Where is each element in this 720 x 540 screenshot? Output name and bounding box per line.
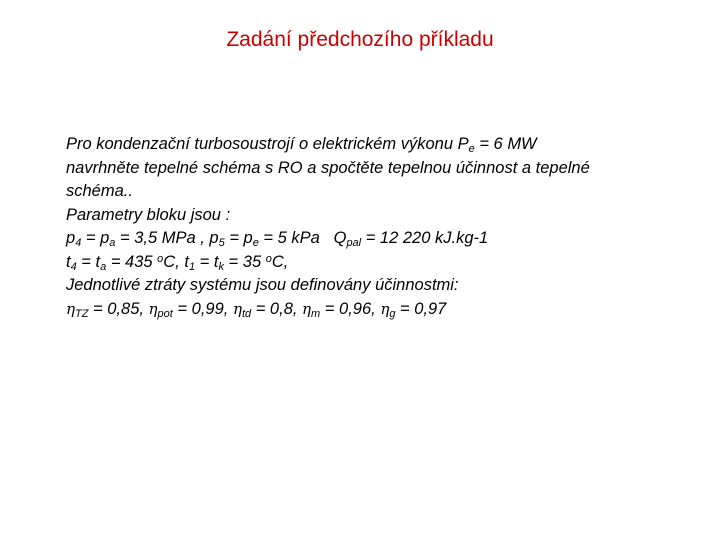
- subscript: a: [109, 237, 116, 249]
- subscript: a: [100, 260, 107, 273]
- text: = p: [81, 229, 110, 247]
- subscript: TZ: [75, 307, 89, 320]
- text: = 0,85,: [88, 299, 149, 318]
- text: C,: [271, 252, 289, 271]
- subscript: pal: [346, 237, 362, 249]
- line-1: [66, 133, 686, 157]
- line-3: schéma..: [66, 182, 133, 200]
- subscript: 5: [218, 237, 225, 249]
- assignment-text: [66, 133, 686, 321]
- subscript: k: [218, 260, 224, 273]
- eta-symbol: η: [232, 299, 242, 318]
- line-4: Parametry bloku jsou :: [66, 205, 231, 224]
- text: C, t: [163, 252, 189, 271]
- degree-superscript: o: [265, 252, 272, 265]
- subscript: 4: [75, 237, 82, 249]
- line-2: navrhněte tepelné schéma s RO a spočtěte tepelnou účinnost a tepelné: [66, 158, 590, 177]
- text: p: [66, 229, 76, 247]
- line-5: [66, 227, 686, 251]
- text: = 0,99,: [172, 299, 233, 318]
- subscript: g: [389, 307, 396, 320]
- eta-symbol: η: [148, 299, 158, 318]
- subscript: 4: [70, 260, 77, 273]
- text: = 0,96,: [320, 299, 381, 318]
- subscript: e: [468, 143, 475, 155]
- eta-symbol: η: [66, 299, 75, 318]
- text: = 35: [223, 252, 266, 271]
- line-7: Jednotlivé ztráty systému jsou definovány účinnostmi:: [66, 276, 459, 294]
- text: = 6 MW: [474, 135, 537, 153]
- text: = 435: [106, 252, 158, 271]
- eta-symbol: η: [380, 299, 390, 318]
- text: = 0,97: [395, 299, 447, 318]
- subscript: td: [241, 307, 252, 320]
- text: t: [66, 252, 71, 271]
- text: Pro kondenzační turbosoustrojí o elektrickém výkonu P: [66, 135, 469, 153]
- text: = 12 220 kJ.kg-1: [361, 229, 489, 247]
- text: = 5 kPa Q: [258, 229, 347, 247]
- line-8: [66, 298, 686, 322]
- text: = 3,5 MPa , p: [115, 229, 219, 247]
- page-title: Zadání předchozího příkladu: [226, 28, 494, 51]
- degree-superscript: o: [157, 252, 164, 265]
- subscript: pot: [157, 307, 173, 320]
- subscript: e: [252, 237, 259, 249]
- line-6: [66, 251, 686, 275]
- text: = t: [195, 252, 219, 271]
- text: = p: [224, 229, 253, 247]
- text: = 0,8,: [251, 299, 303, 318]
- eta-symbol: η: [302, 299, 312, 318]
- subscript: 1: [188, 260, 196, 273]
- text: = t: [76, 252, 101, 271]
- subscript: m: [311, 307, 321, 320]
